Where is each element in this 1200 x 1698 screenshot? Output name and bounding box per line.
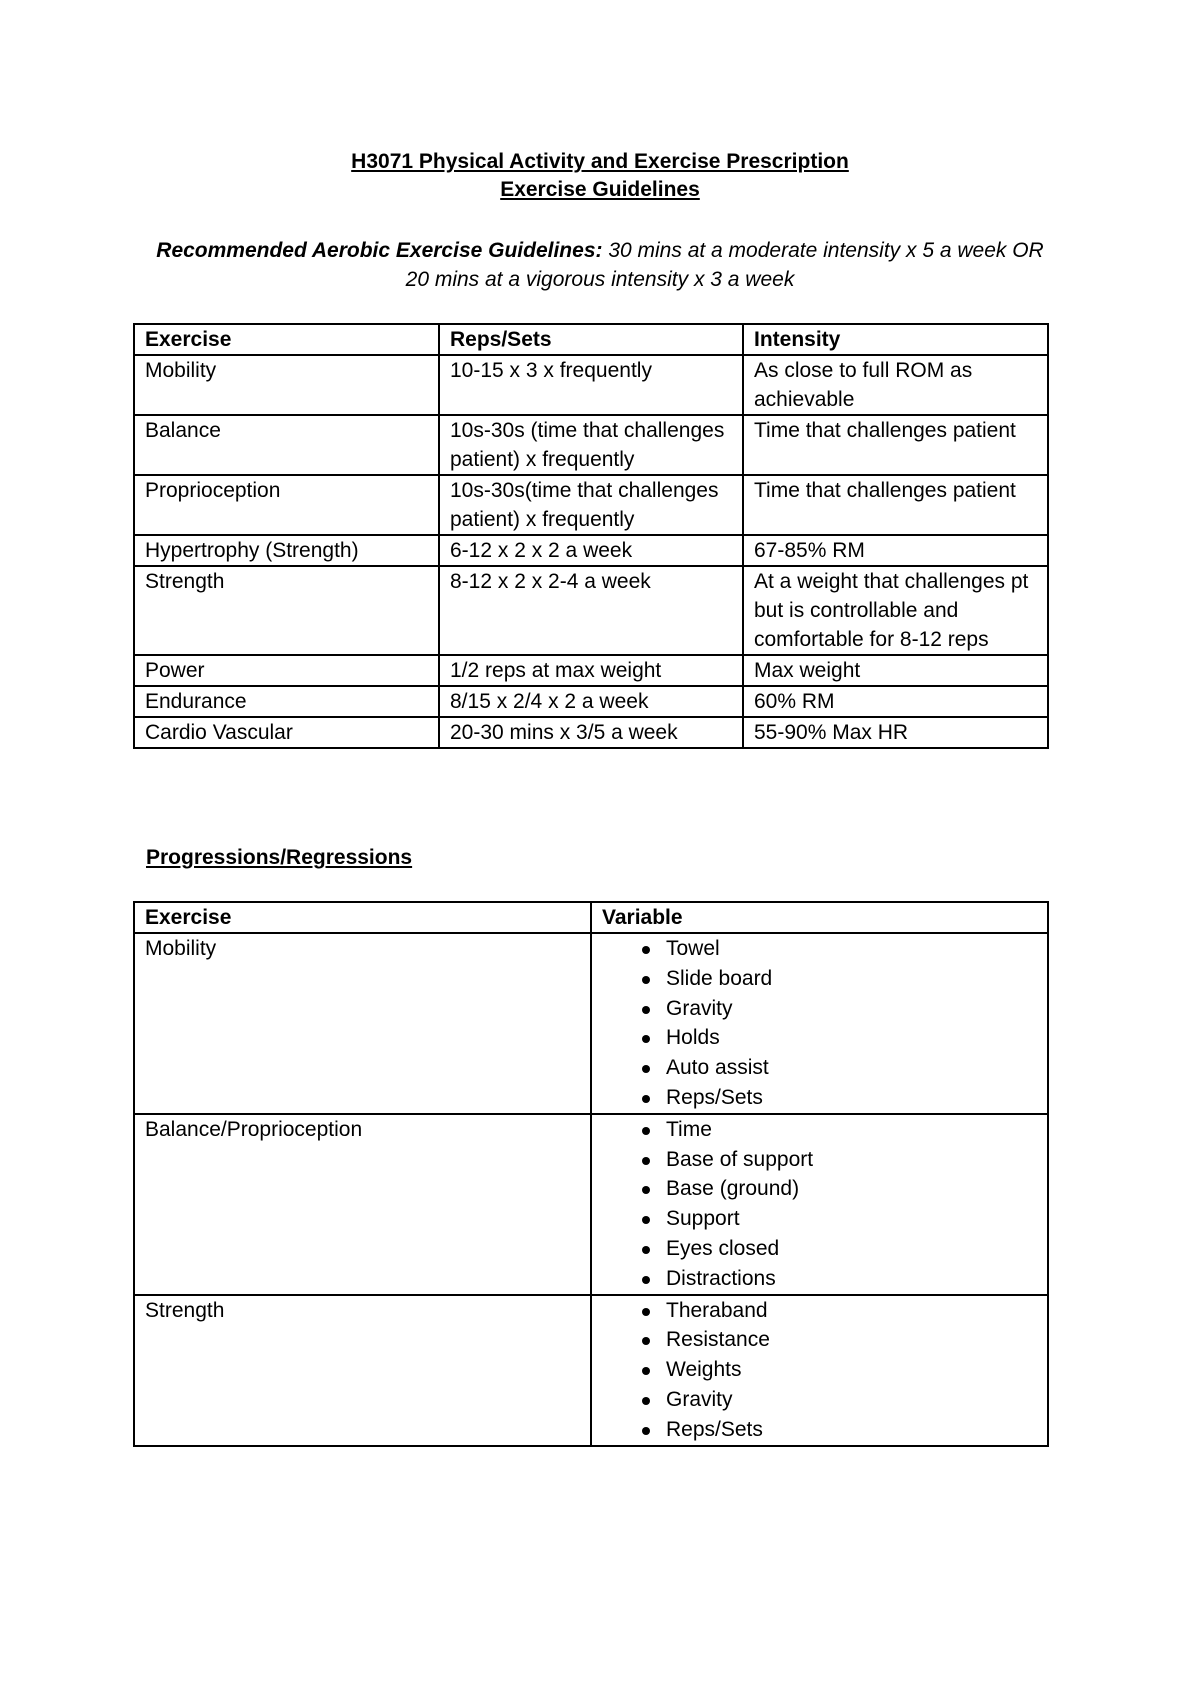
variable-label: Eyes closed: [666, 1236, 780, 1260]
bullet-icon: [642, 1427, 650, 1435]
guidelines-table: [133, 323, 1049, 749]
bullet-icon: [642, 1006, 650, 1014]
cell-reps: 1/2 reps at max weight: [439, 655, 743, 686]
list-item: [602, 964, 1037, 994]
list-item: [602, 1023, 1037, 1053]
variable-label: Holds: [666, 1026, 720, 1050]
list-item: [602, 1145, 1037, 1175]
cell-intensity: Time that challenges patient: [743, 415, 1048, 475]
variable-label: Auto assist: [666, 1056, 769, 1080]
document-title: H3071 Physical Activity and Exercise Prescription: [351, 150, 849, 173]
cell-exercise: Power: [134, 655, 439, 686]
table-header-row: [134, 324, 1048, 355]
bullet-icon: [642, 1216, 650, 1224]
bullet-icon: [642, 1308, 650, 1316]
bullet-icon: [642, 1367, 650, 1375]
bullet-icon: [642, 1337, 650, 1345]
table-row: [134, 933, 1048, 1114]
cell-variables: [591, 933, 1048, 1114]
variable-label: Gravity: [666, 1387, 733, 1411]
cell-intensity: Time that challenges patient: [743, 475, 1048, 535]
bullet-icon: [642, 1276, 650, 1284]
variable-label: Support: [666, 1207, 740, 1231]
list-item: [602, 934, 1037, 964]
cell-exercise: Strength: [134, 566, 439, 655]
bullet-icon: [642, 1397, 650, 1405]
list-item: [602, 1115, 1037, 1145]
cell-reps: 10s-30s (time that challenges patient) x frequently: [439, 415, 743, 475]
cell-intensity: 55-90% Max HR: [743, 717, 1048, 748]
list-item: [602, 1355, 1037, 1385]
cell-exercise: Proprioception: [134, 475, 439, 535]
table-row: [134, 355, 1048, 415]
list-item: [602, 1174, 1037, 1204]
list-item: [602, 994, 1037, 1024]
aerobic-guidelines-lead: Recommended Aerobic Exercise Guidelines:: [156, 239, 603, 262]
list-item: [602, 1083, 1037, 1113]
variable-label: Time: [666, 1117, 712, 1141]
variable-label: Distractions: [666, 1266, 776, 1290]
variable-label: Base (ground): [666, 1177, 800, 1201]
table-row: [134, 475, 1048, 535]
cell-exercise: Balance: [134, 415, 439, 475]
list-item: [602, 1234, 1037, 1264]
table-row: [134, 717, 1048, 748]
list-item: [602, 1385, 1037, 1415]
cell-intensity: Max weight: [743, 655, 1048, 686]
cell-variables: [591, 1295, 1048, 1446]
cell-exercise: Endurance: [134, 686, 439, 717]
variable-label: Reps/Sets: [666, 1417, 763, 1441]
document-subtitle: Exercise Guidelines: [500, 178, 700, 201]
variable-label: Theraband: [666, 1298, 768, 1322]
list-item: [602, 1325, 1037, 1355]
cell-intensity: 67-85% RM: [743, 535, 1048, 566]
cell-reps: 10-15 x 3 x frequently: [439, 355, 743, 415]
table-header-row: [134, 902, 1048, 933]
cell-exercise: Strength: [134, 1295, 591, 1446]
variable-label: Reps/Sets: [666, 1085, 763, 1109]
table-row: [134, 566, 1048, 655]
cell-reps: 8/15 x 2/4 x 2 a week: [439, 686, 743, 717]
variable-label: Gravity: [666, 996, 733, 1020]
progressions-heading: Progressions/Regressions: [146, 846, 413, 869]
table-row: [134, 1114, 1048, 1295]
cell-exercise: Cardio Vascular: [134, 717, 439, 748]
bullet-icon: [642, 1065, 650, 1073]
variable-list: [602, 934, 1037, 1113]
table-row: [134, 1295, 1048, 1446]
column-header-variable: Variable: [591, 902, 1048, 933]
table-row: [134, 655, 1048, 686]
list-item: [602, 1264, 1037, 1294]
variable-label: Resistance: [666, 1328, 770, 1352]
cell-intensity: 60% RM: [743, 686, 1048, 717]
bullet-icon: [642, 1095, 650, 1103]
list-item: [602, 1415, 1037, 1445]
table-row: [134, 535, 1048, 566]
variable-list: [602, 1115, 1037, 1294]
bullet-icon: [642, 946, 650, 954]
bullet-icon: [642, 976, 650, 984]
bullet-icon: [642, 1127, 650, 1135]
bullet-icon: [642, 1035, 650, 1043]
aerobic-guidelines-line1: 30 mins at a moderate intensity x 5 a week OR: [602, 239, 1044, 262]
list-item: [602, 1296, 1037, 1326]
bullet-icon: [642, 1186, 650, 1194]
progressions-table: [133, 901, 1049, 1447]
aerobic-guidelines: [130, 236, 1070, 294]
table-row: [134, 415, 1048, 475]
variable-label: Towel: [666, 937, 720, 960]
cell-reps: 20-30 mins x 3/5 a week: [439, 717, 743, 748]
cell-intensity: At a weight that challenges pt but is controllable and comfortable for 8-12 reps: [743, 566, 1048, 655]
bullet-icon: [642, 1246, 650, 1254]
cell-exercise: Balance/Proprioception: [134, 1114, 591, 1295]
column-header-exercise: Exercise: [134, 902, 591, 933]
column-header-exercise: Exercise: [134, 324, 439, 355]
list-item: [602, 1053, 1037, 1083]
table-row: [134, 686, 1048, 717]
cell-reps: 6-12 x 2 x 2 a week: [439, 535, 743, 566]
aerobic-guidelines-line2: 20 mins at a vigorous intensity x 3 a week: [405, 268, 795, 291]
cell-exercise: Mobility: [134, 933, 591, 1114]
column-header-intensity: Intensity: [743, 324, 1048, 355]
variable-label: Slide board: [666, 966, 773, 990]
cell-exercise: Hypertrophy (Strength): [134, 535, 439, 566]
cell-variables: [591, 1114, 1048, 1295]
cell-reps: 10s-30s(time that challenges patient) x frequently: [439, 475, 743, 535]
bullet-icon: [642, 1157, 650, 1165]
variable-list: [602, 1296, 1037, 1445]
list-item: [602, 1204, 1037, 1234]
variable-label: Weights: [666, 1358, 742, 1382]
variable-label: Base of support: [666, 1147, 814, 1171]
cell-reps: 8-12 x 2 x 2-4 a week: [439, 566, 743, 655]
cell-intensity: As close to full ROM as achievable: [743, 355, 1048, 415]
cell-exercise: Mobility: [134, 355, 439, 415]
column-header-reps-sets: Reps/Sets: [439, 324, 743, 355]
